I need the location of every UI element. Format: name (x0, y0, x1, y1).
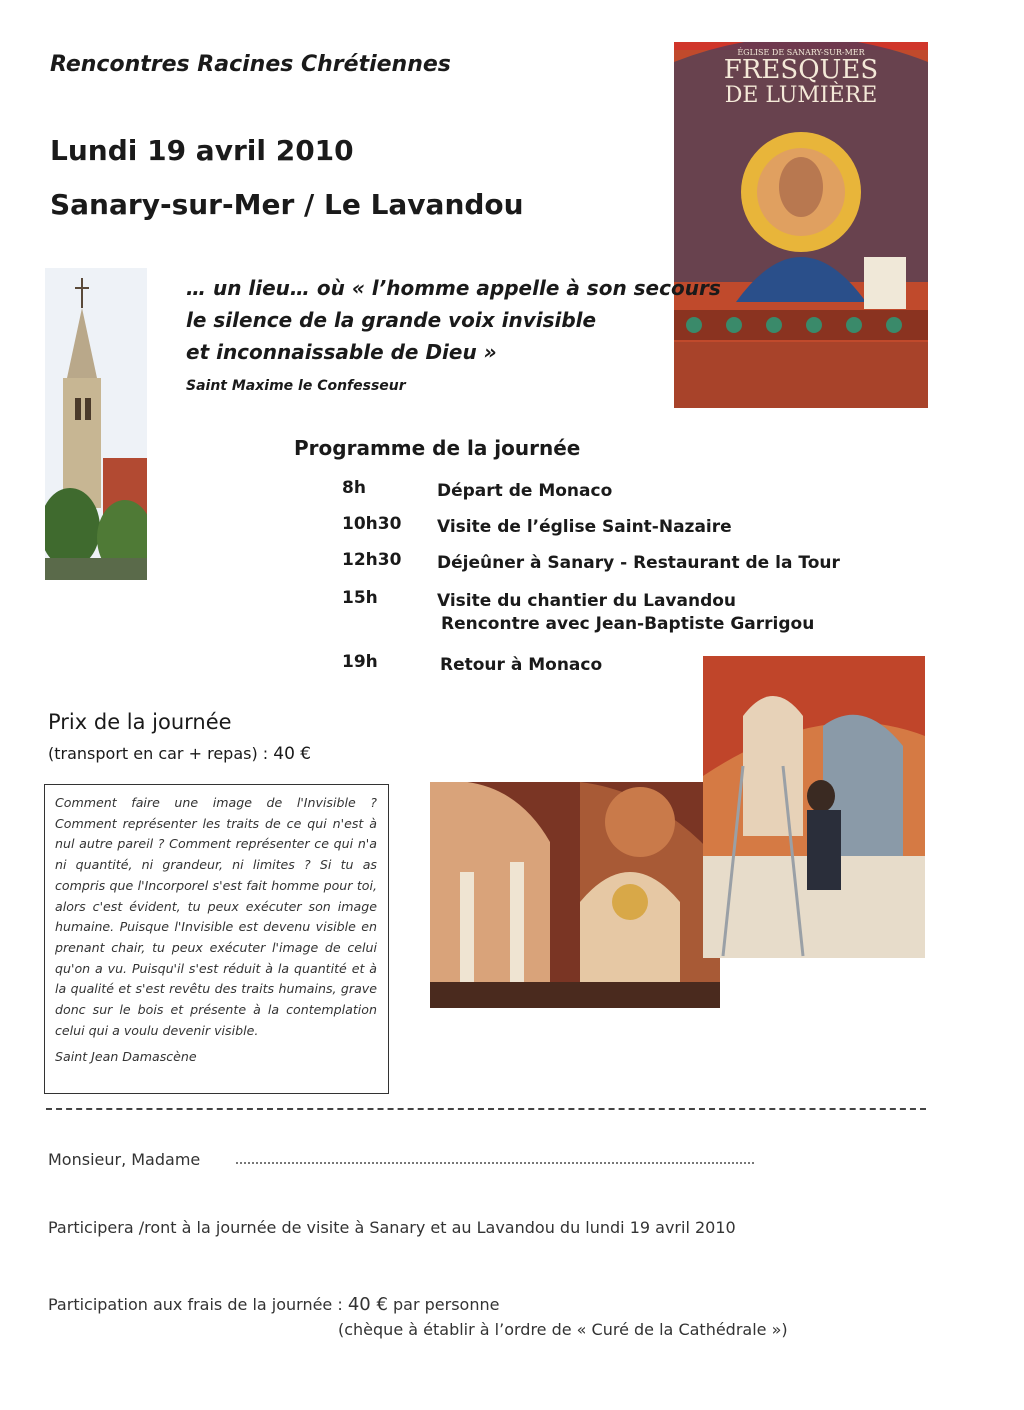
quote-line: … un lieu… où « l’homme appelle à son secours (186, 276, 721, 300)
programme-time: 12h30 (342, 550, 402, 570)
fees-line (48, 1294, 499, 1315)
programme-label: Visite de l’église Saint-Nazaire (437, 517, 732, 537)
event-place: Sanary-sur-Mer / Le Lavandou (50, 188, 524, 221)
quote-line: et inconnaissable de Dieu » (186, 340, 497, 364)
quote-author: Saint Maxime le Confesseur (186, 378, 406, 394)
prix-amount: 40 € (273, 744, 312, 764)
programme-time: 8h (342, 478, 366, 498)
programme-label: Départ de Monaco (437, 481, 613, 501)
name-label: Monsieur, Madame (48, 1150, 201, 1169)
programme-label: Déjeûner à Sanary - Restaurant de la Tour (437, 553, 840, 573)
damascene-quote-box (44, 784, 389, 1094)
series-title: Rencontres Racines Chrétiennes (50, 52, 451, 77)
event-date: Lundi 19 avril 2010 (50, 134, 354, 167)
maxime-quote (186, 272, 721, 368)
damascene-author: Saint Jean Damascène (55, 1049, 197, 1065)
cover-title-2: DE LUMIÈRE (724, 83, 878, 108)
participation-line: Participera /ront à la journée de visite à Sanary et au Lavandou du lundi 19 avril 2010 (48, 1218, 736, 1237)
name-fill-line[interactable] (236, 1162, 754, 1164)
quote-line: le silence de la grande voix invisible (186, 308, 597, 332)
cover-top-line: ÉGLISE DE SANARY-SUR-MER (737, 48, 865, 57)
fees-amount: 40 € (347, 1294, 388, 1315)
programme-row (0, 514, 1024, 550)
cheque-instructions: (chèque à établir à l’ordre de « Curé de la Cathédrale ») (338, 1320, 788, 1339)
painter-at-work-photo (703, 656, 925, 958)
cut-line-divider (46, 1108, 926, 1110)
damascene-text: Comment faire une image de l'Invisible ? Comment représenter les traits de ce qui n'est à nul autre pareil ? Comment représenter ce qui n'a ni quantité, ni grandeur, ni limites ? Si tu as compris que l'Incorporel s'est fait homme pour toi, alors c'est évident, tu peux exécuter son image humaine. Puisque l'Invisible est devenu visible en prenant chair, tu peux exécuter l'image de celui qu'on a vu. Puisqu'il s'est réduit à la quantité et à la qualité et s'est revêtu des traits humains, grave donc sur le bois et présente à la contemplation celui qui a voulu devenir visible. (55, 795, 377, 1038)
programme-row (0, 550, 1024, 586)
programme-time: 15h (342, 588, 378, 608)
prix-detail (48, 744, 311, 764)
programme-time: 19h (342, 652, 378, 672)
fees-unit: par personne (393, 1295, 500, 1314)
programme-row (0, 588, 1024, 644)
prix-title: Prix de la journée (48, 710, 232, 734)
programme-label-secondary: Rencontre avec Jean-Baptiste Garrigou (441, 614, 815, 634)
cover-title-1: FRESQUES (723, 55, 879, 85)
programme-row (0, 478, 1024, 514)
church-interior-photo (430, 782, 720, 1008)
prix-detail-text: (transport en car + repas) : (48, 744, 269, 763)
programme-label: Retour à Monaco (440, 655, 603, 675)
programme-title: Programme de la journée (294, 436, 581, 460)
programme-label: Visite du chantier du Lavandou (437, 591, 737, 611)
fees-label: Participation aux frais de la journée : (48, 1295, 343, 1314)
programme-time: 10h30 (342, 514, 402, 534)
